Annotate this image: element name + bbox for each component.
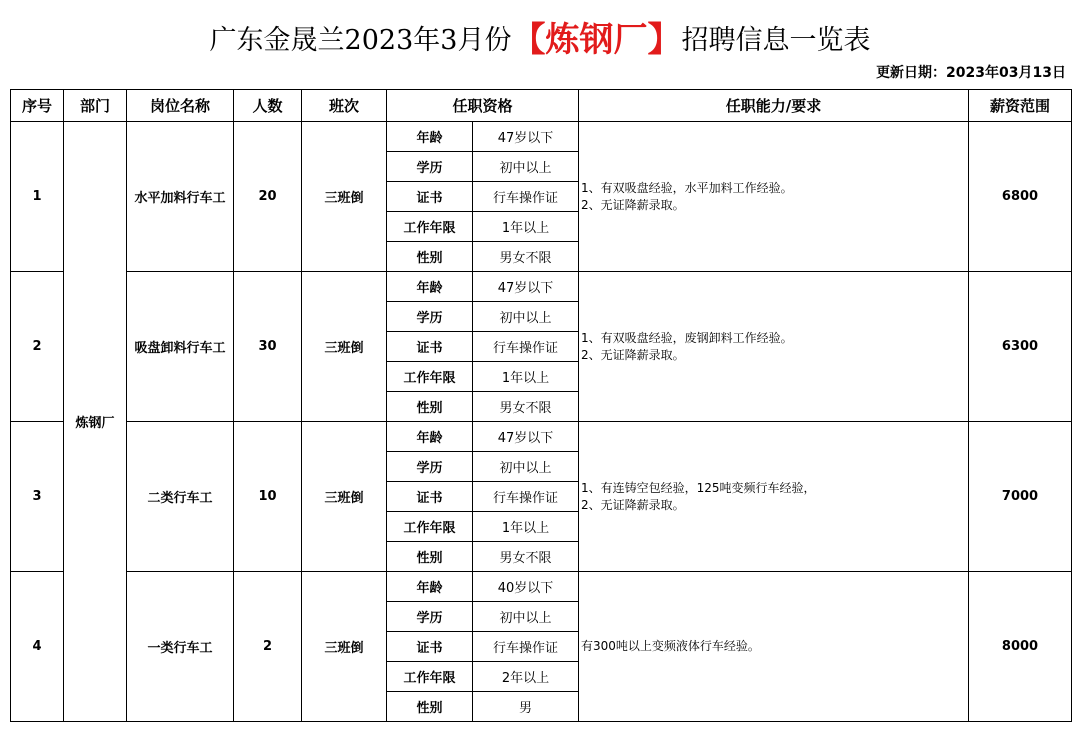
qualification-value: 2年以上 [473, 662, 579, 692]
position-name: 吸盘卸料行车工 [127, 272, 234, 422]
row-number: 4 [11, 572, 64, 722]
requirement-line: 2、无证降薪录取。 [581, 347, 685, 362]
position-name: 二类行车工 [127, 422, 234, 572]
requirement-line: 1、有连铸空包经验，125吨变频行车经验， [581, 480, 816, 495]
qualification-value: 男女不限 [473, 392, 579, 422]
qualification-value: 47岁以下 [473, 122, 579, 152]
qualification-key: 年龄 [387, 572, 473, 602]
page-title [0, 12, 1080, 61]
qualification-value: 40岁以下 [473, 572, 579, 602]
header-shift: 班次 [302, 90, 387, 122]
qualification-key: 工作年限 [387, 212, 473, 242]
header-row [11, 90, 1072, 122]
shift: 三班倒 [302, 572, 387, 722]
qualification-key: 性别 [387, 692, 473, 722]
qualification-key: 证书 [387, 332, 473, 362]
row-number: 3 [11, 422, 64, 572]
header-qualifications: 任职资格 [387, 90, 579, 122]
department-cell: 炼钢厂 [64, 122, 127, 722]
qualification-value: 47岁以下 [473, 272, 579, 302]
table-body [11, 122, 1072, 722]
position-name: 一类行车工 [127, 572, 234, 722]
qualification-key: 年龄 [387, 122, 473, 152]
headcount: 30 [234, 272, 302, 422]
header-salary: 薪资范围 [969, 90, 1072, 122]
requirements-cell [579, 122, 969, 272]
qualification-value: 行车操作证 [473, 332, 579, 362]
salary: 6300 [969, 272, 1072, 422]
qualification-value: 男女不限 [473, 242, 579, 272]
qualification-value: 行车操作证 [473, 632, 579, 662]
requirement-line: 1、有双吸盘经验，废钢卸料工作经验。 [581, 330, 793, 345]
qualification-key: 学历 [387, 602, 473, 632]
headcount: 2 [234, 572, 302, 722]
qualification-key: 性别 [387, 392, 473, 422]
salary: 6800 [969, 122, 1072, 272]
headcount: 10 [234, 422, 302, 572]
header-requirements: 任职能力/要求 [579, 90, 969, 122]
header-department: 部门 [64, 90, 127, 122]
position-name: 水平加料行车工 [127, 122, 234, 272]
qualification-value: 1年以上 [473, 512, 579, 542]
qualification-value: 1年以上 [473, 212, 579, 242]
qualification-value: 初中以上 [473, 152, 579, 182]
requirements-cell [579, 572, 969, 722]
qualification-value: 初中以上 [473, 602, 579, 632]
table-row [11, 572, 1072, 602]
qualification-key: 证书 [387, 482, 473, 512]
qualification-value: 47岁以下 [473, 422, 579, 452]
table-row [11, 122, 1072, 152]
requirement-line: 2、无证降薪录取。 [581, 197, 685, 212]
requirement-line: 1、有双吸盘经验，水平加料工作经验。 [581, 180, 793, 195]
shift: 三班倒 [302, 122, 387, 272]
title-suffix: 招聘信息一览表 [681, 25, 871, 56]
qualification-key: 性别 [387, 242, 473, 272]
qualification-key: 证书 [387, 182, 473, 212]
qualification-key: 学历 [387, 302, 473, 332]
row-number: 1 [11, 122, 64, 272]
qualification-value: 1年以上 [473, 362, 579, 392]
table-row [11, 272, 1072, 302]
header-no: 序号 [11, 90, 64, 122]
qualification-key: 性别 [387, 542, 473, 572]
qualification-key: 年龄 [387, 272, 473, 302]
title-highlight: 【炼钢厂】 [511, 20, 682, 60]
title-prefix: 广东金晟兰2023年3月份 [209, 25, 512, 56]
qualification-value: 行车操作证 [473, 182, 579, 212]
qualification-value: 男 [473, 692, 579, 722]
update-date: 更新日期：2023年03月13日 [876, 65, 1066, 81]
qualification-key: 工作年限 [387, 662, 473, 692]
requirements-cell [579, 272, 969, 422]
header-count: 人数 [234, 90, 302, 122]
shift: 三班倒 [302, 272, 387, 422]
table-row [11, 422, 1072, 452]
qualification-value: 初中以上 [473, 452, 579, 482]
salary: 7000 [969, 422, 1072, 572]
qualification-key: 年龄 [387, 422, 473, 452]
qualification-value: 行车操作证 [473, 482, 579, 512]
shift: 三班倒 [302, 422, 387, 572]
qualification-key: 工作年限 [387, 512, 473, 542]
salary: 8000 [969, 572, 1072, 722]
qualification-key: 证书 [387, 632, 473, 662]
row-number: 2 [11, 272, 64, 422]
headcount: 20 [234, 122, 302, 272]
recruitment-table [10, 89, 1072, 722]
requirement-line: 有300吨以上变频液体行车经验。 [581, 639, 760, 653]
qualification-key: 工作年限 [387, 362, 473, 392]
qualification-key: 学历 [387, 452, 473, 482]
qualification-value: 男女不限 [473, 542, 579, 572]
header-position: 岗位名称 [127, 90, 234, 122]
requirements-cell [579, 422, 969, 572]
requirement-line: 2、无证降薪录取。 [581, 497, 685, 512]
qualification-value: 初中以上 [473, 302, 579, 332]
qualification-key: 学历 [387, 152, 473, 182]
